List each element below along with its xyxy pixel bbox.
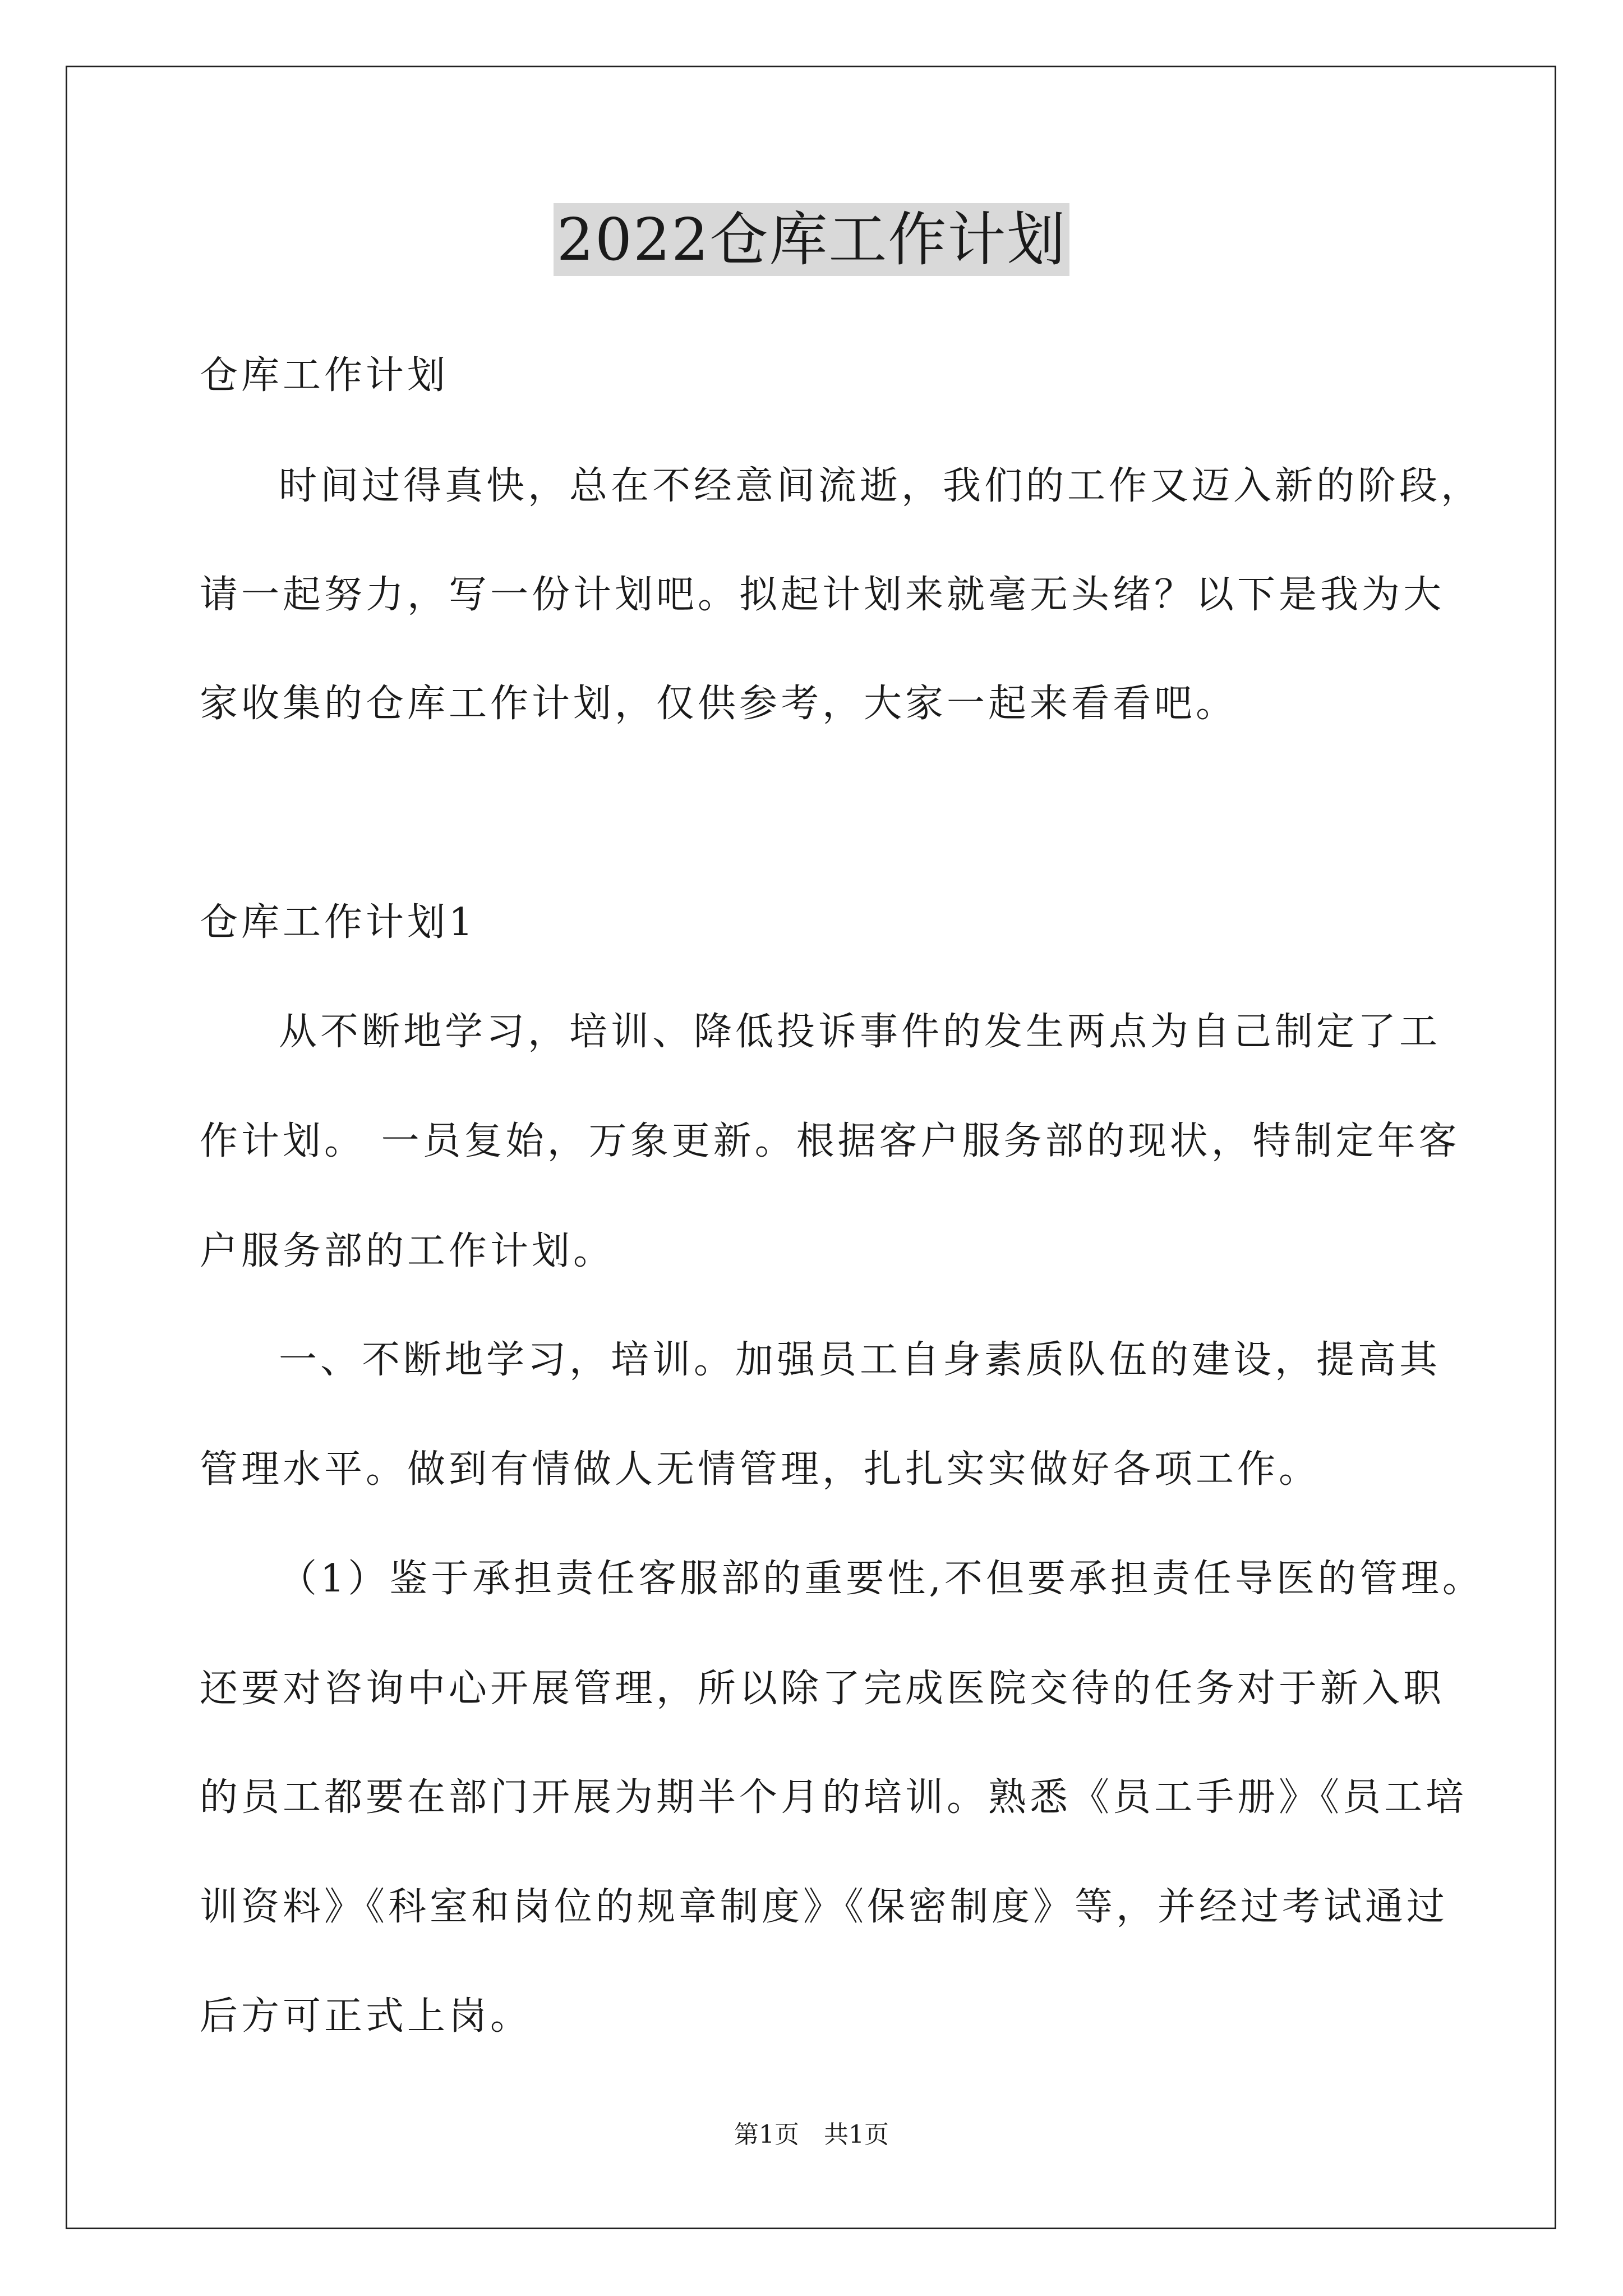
section-heading: 仓库工作计划1 (200, 900, 477, 945)
paragraph-line: 时间过得真快，总在不经意间流逝，我们的工作又迈入新的阶段， (279, 464, 1483, 508)
paragraph-line: 从不断地学习，培训、降低投诉事件的发生两点为自己制定了工 (279, 1010, 1441, 1054)
page-footer: 第1页 共1页 (734, 2120, 889, 2149)
title-container (0, 203, 1623, 276)
paragraph-line: 请一起努力，写一份计划吧。拟起计划来就毫无头绪？以下是我为大 (200, 573, 1445, 617)
paragraph-line: 一、不断地学习，培训。加强员工自身素质队伍的建设，提高其 (279, 1338, 1441, 1382)
paragraph-line: 后方可正式上岗。 (200, 1994, 532, 2039)
paragraph-line: （1）鉴于承担责任客服部的重要性,不但要承担责任导医的管理。 (279, 1557, 1484, 1601)
paragraph-line: 户服务部的工作计划。 (200, 1229, 615, 1273)
paragraph-line: 训资料》《科室和岗位的规章制度》《保密制度》等，并经过考试通过 (200, 1885, 1449, 1929)
paragraph-line: 还要对咨询中心开展管理，所以除了完成医院交待的任务对于新入职 (200, 1667, 1445, 1711)
section-heading: 仓库工作计划 (200, 353, 449, 398)
document-title: 2022仓库工作计划 (554, 203, 1070, 276)
paragraph-line: 作计划。 一员复始，万象更新。根据客户服务部的现状，特制定年客 (200, 1119, 1460, 1163)
paragraph-line: 管理水平。做到有情做人无情管理，扎扎实实做好各项工作。 (200, 1447, 1321, 1492)
paragraph-line: 家收集的仓库工作计划，仅供参考，大家一起来看看吧。 (200, 682, 1238, 726)
paragraph-line: 的员工都要在部门开展为期半个月的培训。熟悉《员工手册》《员工培 (200, 1775, 1468, 1820)
